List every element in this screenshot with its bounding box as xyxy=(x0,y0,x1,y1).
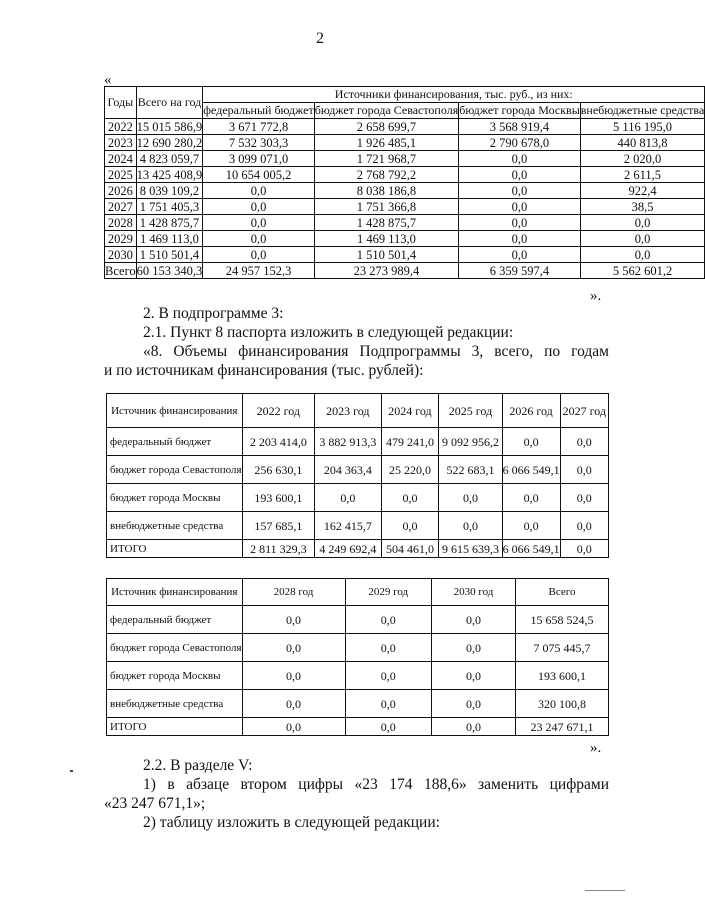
cell-value: 479 241,0 xyxy=(381,428,439,456)
cell-value: 504 461,0 xyxy=(381,540,439,558)
header-extra-budget: внебюджетные средства xyxy=(580,103,705,117)
cell-value: 0,0 xyxy=(560,540,608,558)
table-row xyxy=(105,119,705,135)
cell-year: 2024 xyxy=(105,151,137,167)
table-row xyxy=(105,215,705,231)
cell-moscow: 0,0 xyxy=(459,215,581,231)
cell-year: 2022 xyxy=(105,119,137,135)
table-row xyxy=(105,247,705,263)
cell-federal: 3 671 772,8 xyxy=(203,119,314,135)
cell-source: бюджет города Москвы xyxy=(107,484,243,512)
paragraph-2-2: 2.2. В разделе V: xyxy=(143,757,253,774)
cell-value: 0,0 xyxy=(432,690,516,718)
cell-value: 0,0 xyxy=(345,662,431,690)
cell-source: бюджет города Севастополя xyxy=(107,634,243,662)
cell-extra: 38,5 xyxy=(580,199,705,215)
cell-value: 157 685,1 xyxy=(242,512,315,540)
table-row xyxy=(105,167,705,183)
cell-value: 0,0 xyxy=(242,634,345,662)
cell-value: 0,0 xyxy=(345,690,431,718)
header-source: Источник финансирования xyxy=(107,579,243,606)
cell-total: 4 823 059,7 xyxy=(136,151,203,167)
cell-value: 204 363,4 xyxy=(315,456,381,484)
header-2030: 2030 год xyxy=(432,579,516,606)
cell-federal: 0,0 xyxy=(203,231,314,247)
cell-source: ИТОГО xyxy=(107,718,243,736)
paragraph-2: 2. В подпрограмме 3: xyxy=(143,305,284,322)
table-row xyxy=(107,484,609,512)
cell-value: 0,0 xyxy=(345,634,431,662)
cell-value: 0,0 xyxy=(439,484,502,512)
table-row xyxy=(105,151,705,167)
table-row xyxy=(107,512,609,540)
table-row xyxy=(107,662,609,690)
cell-sevastopol: 2 768 792,2 xyxy=(314,167,458,183)
cell-value: 0,0 xyxy=(432,662,516,690)
cell-value: 2 203 414,0 xyxy=(242,428,315,456)
cell-value: 193 600,1 xyxy=(516,662,609,690)
cell-year: Всего xyxy=(105,263,136,278)
cell-value: 522 683,1 xyxy=(439,456,502,484)
header-2028: 2028 год xyxy=(242,579,345,606)
cell-value: 0,0 xyxy=(381,484,439,512)
paragraph-8-line1: «8. Объемы финансирования Подпрограммы 3, всего, по годам xyxy=(143,343,609,360)
cell-extra: 2 611,5 xyxy=(580,167,705,183)
header-federal-budget: федеральный бюджет xyxy=(203,103,314,117)
header-2023: 2023 год xyxy=(315,394,381,428)
paragraph-8-line2: и по источникам финансирования (тыс. рублей): xyxy=(104,362,424,379)
table-row xyxy=(105,263,705,279)
cell-value: 7 075 445,7 xyxy=(516,634,609,662)
cell-federal: 0,0 xyxy=(203,199,314,215)
cell-value: 0,0 xyxy=(439,512,502,540)
cell-total: 1 469 113,0 xyxy=(136,231,203,247)
cell-value: 320 100,8 xyxy=(516,690,609,718)
cell-value: 0,0 xyxy=(502,512,560,540)
table-row xyxy=(107,540,609,558)
cell-value: 6 066 549,1 xyxy=(502,456,560,484)
header-2025: 2025 год xyxy=(439,394,502,428)
cell-extra: 5 116 195,0 xyxy=(580,119,705,135)
subprogram3-financing-2022-2027-table xyxy=(106,393,609,558)
cell-extra: 0,0 xyxy=(580,231,705,247)
cell-federal: 3 099 071,0 xyxy=(203,151,314,167)
cell-value: 23 247 671,1 xyxy=(516,718,609,736)
table-row xyxy=(107,718,609,736)
cell-source: федеральный бюджет xyxy=(107,428,243,456)
cell-moscow: 0,0 xyxy=(459,231,581,247)
cell-extra: 922,4 xyxy=(580,183,705,199)
header-sevastopol-budget: бюджет города Севастополя xyxy=(314,103,459,117)
cell-value: 0,0 xyxy=(242,662,345,690)
cell-value: 0,0 xyxy=(560,484,608,512)
cell-extra: 0,0 xyxy=(580,215,705,231)
cell-sevastopol: 1 428 875,7 xyxy=(314,215,458,231)
cell-value: 0,0 xyxy=(242,718,345,736)
cell-value: 0,0 xyxy=(502,484,560,512)
cell-value: 0,0 xyxy=(242,606,345,634)
cell-moscow: 0,0 xyxy=(459,199,581,215)
cell-federal: 0,0 xyxy=(203,247,314,263)
header-total: Всего xyxy=(516,579,609,606)
cell-source: бюджет города Севастополя xyxy=(107,456,243,484)
cell-value: 9 615 639,3 xyxy=(439,540,502,558)
cell-sevastopol: 1 469 113,0 xyxy=(314,231,458,247)
cell-moscow: 0,0 xyxy=(459,151,581,167)
subprogram3-financing-2028-2030-table xyxy=(106,578,609,736)
table-row xyxy=(105,135,705,151)
header-2026: 2026 год xyxy=(502,394,560,428)
cell-source: внебюджетные средства xyxy=(107,512,243,540)
cell-total: 1 510 501,4 xyxy=(136,247,203,263)
table-row xyxy=(107,428,609,456)
opening-quote: « xyxy=(104,72,112,88)
table-row xyxy=(107,456,609,484)
cell-year: 2028 xyxy=(105,215,137,231)
table-row xyxy=(107,634,609,662)
cell-value: 15 658 524,5 xyxy=(516,606,609,634)
header-2024: 2024 год xyxy=(381,394,439,428)
header-years: Годы xyxy=(105,87,137,119)
cell-federal: 7 532 303,3 xyxy=(203,135,314,151)
cell-moscow: 0,0 xyxy=(459,183,581,199)
scan-edge-mark xyxy=(585,890,625,891)
cell-extra: 0,0 xyxy=(580,247,705,263)
cell-value: 2 811 329,3 xyxy=(242,540,315,558)
header-sources: Источники финансирования, тыс. руб., из них: xyxy=(203,87,705,103)
cell-value: 256 630,1 xyxy=(242,456,315,484)
page-number: 2 xyxy=(316,30,324,47)
cell-value: 0,0 xyxy=(432,718,516,736)
table-row xyxy=(107,606,609,634)
table-row xyxy=(105,231,705,247)
cell-value: 162 415,7 xyxy=(315,512,381,540)
scan-speck xyxy=(70,770,73,772)
cell-value: 0,0 xyxy=(502,428,560,456)
cell-source: внебюджетные средства xyxy=(107,690,243,718)
cell-moscow: 0,0 xyxy=(459,167,581,183)
cell-value: 0,0 xyxy=(432,606,516,634)
cell-sevastopol: 8 038 186,8 xyxy=(314,183,458,199)
cell-extra: 2 020,0 xyxy=(580,151,705,167)
cell-value: 0,0 xyxy=(345,606,431,634)
cell-extra: 440 813,8 xyxy=(580,135,705,151)
table-row xyxy=(105,183,705,199)
cell-total: 1 428 875,7 xyxy=(136,215,203,231)
cell-value: 4 249 692,4 xyxy=(315,540,381,558)
table-row xyxy=(105,199,705,215)
paragraph-item-1-line2: «23 247 671,1»; xyxy=(104,795,206,812)
cell-total: 13 425 408,9 xyxy=(136,167,203,182)
cell-value: 25 220,0 xyxy=(381,456,439,484)
header-moscow-budget: бюджет города Москвы xyxy=(459,103,580,117)
cell-source: федеральный бюджет xyxy=(107,606,243,634)
cell-value: 0,0 xyxy=(560,428,608,456)
cell-year: 2029 xyxy=(105,231,137,247)
cell-sevastopol: 1 510 501,4 xyxy=(314,247,458,263)
header-source: Источник финансирования xyxy=(107,394,243,428)
cell-total: 12 690 280,2 xyxy=(136,135,203,150)
cell-moscow: 0,0 xyxy=(459,247,581,263)
cell-value: 0,0 xyxy=(432,634,516,662)
table-row xyxy=(107,690,609,718)
cell-federal: 10 654 005,2 xyxy=(203,167,314,183)
cell-federal: 0,0 xyxy=(203,183,314,199)
paragraph-item-1-line1: 1) в абзаце втором цифры «23 174 188,6» заменить цифрами xyxy=(143,776,609,793)
cell-value: 3 882 913,3 xyxy=(315,428,381,456)
cell-value: 0,0 xyxy=(242,690,345,718)
cell-total: 1 751 405,3 xyxy=(136,199,203,215)
closing-quote-1: ». xyxy=(590,288,602,304)
cell-source: ИТОГО xyxy=(107,540,243,558)
cell-year: 2023 xyxy=(105,135,137,151)
cell-total: 15 015 586,9 xyxy=(136,119,203,134)
cell-year: 2030 xyxy=(105,247,137,263)
cell-total: 60 153 340,3 xyxy=(136,263,203,278)
cell-value: 0,0 xyxy=(345,718,431,736)
cell-sevastopol: 1 721 968,7 xyxy=(314,151,458,167)
paragraph-item-2: 2) таблицу изложить в следующей редакции: xyxy=(143,814,440,831)
cell-sevastopol: 23 273 989,4 xyxy=(314,263,458,279)
cell-source: бюджет города Москвы xyxy=(107,662,243,690)
financing-by-year-table xyxy=(104,86,705,279)
cell-moscow: 2 790 678,0 xyxy=(459,135,581,151)
cell-value: 0,0 xyxy=(560,512,608,540)
cell-value: 0,0 xyxy=(315,484,381,512)
cell-sevastopol: 1 751 366,8 xyxy=(314,199,458,215)
cell-value: 9 092 956,2 xyxy=(439,428,502,456)
cell-year: 2027 xyxy=(105,199,137,215)
cell-year: 2025 xyxy=(105,167,137,183)
cell-extra: 5 562 601,2 xyxy=(580,263,705,279)
header-2022: 2022 год xyxy=(242,394,315,428)
cell-year: 2026 xyxy=(105,183,137,199)
header-total-per-year: Всего на год xyxy=(136,87,203,119)
cell-value: 6 066 549,1 xyxy=(502,541,560,556)
cell-value: 193 600,1 xyxy=(242,484,315,512)
header-2027: 2027 год xyxy=(560,394,608,428)
closing-quote-2: ». xyxy=(590,740,602,756)
cell-total: 8 039 109,2 xyxy=(136,183,203,199)
paragraph-2-1: 2.1. Пункт 8 паспорта изложить в следующей редакции: xyxy=(143,324,514,341)
header-2029: 2029 год xyxy=(345,579,431,606)
cell-moscow: 6 359 597,4 xyxy=(459,263,581,279)
cell-federal: 24 957 152,3 xyxy=(203,263,314,279)
cell-sevastopol: 1 926 485,1 xyxy=(314,135,458,151)
cell-value: 0,0 xyxy=(381,512,439,540)
cell-sevastopol: 2 658 699,7 xyxy=(314,119,458,135)
cell-value: 0,0 xyxy=(560,456,608,484)
cell-moscow: 3 568 919,4 xyxy=(459,119,581,135)
cell-federal: 0,0 xyxy=(203,215,314,231)
